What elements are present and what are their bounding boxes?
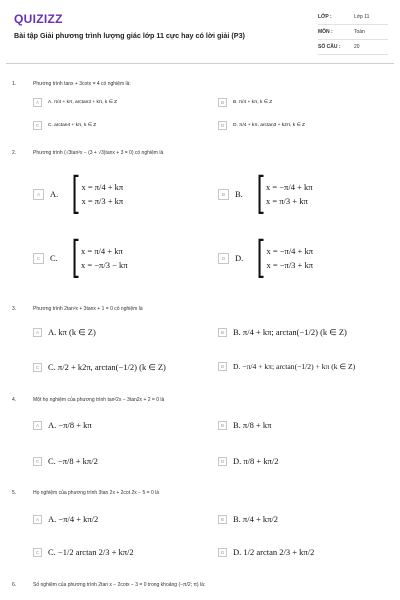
equation-line: x = π/4 + kπ bbox=[80, 246, 123, 256]
answer-option[interactable] bbox=[218, 232, 314, 283]
option-checkbox[interactable]: D bbox=[218, 362, 227, 371]
answer-option[interactable] bbox=[218, 456, 279, 466]
answer-option[interactable] bbox=[218, 362, 355, 371]
equation-line: x = −π/4 + kπ bbox=[266, 246, 314, 256]
meta-value: Lớp 11 bbox=[354, 14, 370, 20]
question-text: Phương trình tanx + 3cotx = 4 có nghiệm là: bbox=[33, 81, 131, 87]
option-checkbox[interactable]: C bbox=[33, 457, 42, 466]
option-checkbox[interactable]: A bbox=[33, 421, 42, 430]
option-checkbox[interactable]: D bbox=[218, 253, 229, 264]
question-number: 5. bbox=[12, 490, 17, 496]
answer-option[interactable] bbox=[218, 514, 278, 524]
option-text: C. −π/8 + kπ/2 bbox=[48, 456, 98, 466]
equation-line: x = π/3 + kπ bbox=[81, 196, 124, 206]
meta-row-count bbox=[318, 40, 388, 55]
brace-icon: [ bbox=[256, 168, 265, 219]
answer-option[interactable] bbox=[33, 98, 117, 107]
option-checkbox[interactable]: C bbox=[33, 253, 44, 264]
brace-icon: [ bbox=[71, 232, 80, 283]
question-number: 3. bbox=[12, 306, 17, 312]
option-checkbox[interactable]: D bbox=[218, 121, 227, 130]
answer-option[interactable] bbox=[33, 327, 96, 338]
equation-system bbox=[248, 168, 313, 219]
answer-option[interactable] bbox=[33, 232, 128, 283]
meta-value: Toán bbox=[354, 29, 365, 35]
option-text: C. π/2 + k2π, arctan(−1/2) (k ∈ Z) bbox=[48, 362, 166, 372]
option-checkbox[interactable]: B bbox=[218, 515, 227, 524]
option-checkbox[interactable]: A bbox=[33, 189, 44, 200]
option-text: B. π/4 + kπ; arctan(−1/2) (k ∈ Z) bbox=[233, 327, 347, 337]
meta-key: SỐ CÂU : bbox=[318, 44, 341, 50]
question-text: Phương trình 2tan²x + 3tanx + 1 = 0 có nghiệm là bbox=[33, 306, 143, 312]
question-number: 1. bbox=[12, 81, 17, 87]
option-checkbox[interactable]: B bbox=[218, 421, 227, 430]
question-number: 2. bbox=[12, 150, 17, 156]
option-text: D. π/4 + kπ, arctan3 + k2π, k ∈ Z bbox=[233, 123, 305, 128]
quizizz-logo: QUIZIZZ bbox=[14, 12, 63, 26]
answer-option[interactable] bbox=[33, 420, 92, 430]
option-checkbox[interactable]: C bbox=[33, 548, 42, 557]
meta-key: MÔN : bbox=[318, 29, 333, 35]
answer-option[interactable] bbox=[218, 168, 313, 219]
equation-line: x = −π/4 + kπ bbox=[265, 182, 313, 192]
equation-line: x = −π/3 + kπ bbox=[266, 260, 314, 270]
brace-icon: [ bbox=[71, 168, 81, 219]
answer-option[interactable] bbox=[33, 456, 98, 466]
option-text: A. π/4 + kπ, arctan3 + kπ, k ∈ Z bbox=[48, 100, 118, 105]
meta-value: 20 bbox=[354, 44, 360, 50]
answer-option[interactable] bbox=[218, 98, 272, 107]
equation-system bbox=[63, 168, 124, 219]
question-number: 4. bbox=[12, 397, 17, 403]
answer-option[interactable] bbox=[218, 420, 271, 430]
option-checkbox[interactable]: B bbox=[218, 328, 227, 337]
answer-option[interactable] bbox=[33, 547, 134, 557]
question-number: 6. bbox=[12, 582, 17, 588]
option-checkbox[interactable]: A bbox=[33, 515, 42, 524]
answer-option[interactable] bbox=[33, 121, 96, 130]
option-text: A. −π/4 + kπ/2 bbox=[48, 514, 99, 524]
header-divider bbox=[6, 63, 394, 64]
option-text: D. 1/2 arctan 2/3 + kπ/2 bbox=[233, 547, 315, 557]
option-checkbox[interactable]: A bbox=[33, 98, 42, 107]
meta-key: LỚP : bbox=[318, 14, 332, 20]
option-letter: A. bbox=[50, 189, 59, 199]
option-checkbox[interactable]: B bbox=[218, 189, 229, 200]
option-checkbox[interactable]: D bbox=[218, 457, 227, 466]
option-text: D. π/8 + kπ/2 bbox=[233, 456, 279, 466]
option-text: D. −π/4 + kπ; arctan(−1/2) + kπ (k ∈ Z) bbox=[233, 362, 356, 371]
equation-system bbox=[63, 232, 128, 283]
option-text: C. −1/2 arctan 2/3 + kπ/2 bbox=[48, 547, 134, 557]
option-checkbox[interactable]: D bbox=[218, 548, 227, 557]
equation-line: x = π/3 + kπ bbox=[265, 196, 308, 206]
answer-option[interactable] bbox=[33, 362, 166, 373]
option-text: C. arctan4 + kπ, k ∈ Z bbox=[48, 123, 97, 128]
meta-row-class bbox=[318, 10, 388, 25]
question-text: Một họ nghiệm của phương trình tan²2x − 3tan2x + 2 = 0 là bbox=[33, 397, 165, 403]
option-letter: B. bbox=[235, 189, 243, 199]
option-letter: D. bbox=[235, 253, 244, 263]
answer-option[interactable] bbox=[218, 547, 314, 557]
option-text: A. −π/8 + kπ bbox=[48, 420, 92, 430]
answer-option[interactable] bbox=[33, 168, 124, 219]
answer-option[interactable] bbox=[33, 514, 98, 524]
option-text: B. π/8 + kπ bbox=[233, 420, 272, 430]
meta-table bbox=[318, 10, 388, 55]
answer-option[interactable] bbox=[218, 327, 347, 338]
option-text: A. kπ (k ∈ Z) bbox=[48, 327, 96, 337]
question-text: Họ nghiệm của phương trình 3tan 2x + 2cot 2x − 5 = 0 là bbox=[33, 490, 160, 496]
question-text: Phương trình (√3tan²x − (3 + √3)tanx + 3 = 0) có nghiệm là bbox=[33, 150, 164, 156]
option-text: B. π/4 + kπ, k ∈ Z bbox=[233, 100, 273, 105]
option-text: B. π/4 + kπ/2 bbox=[233, 514, 279, 524]
equation-line: x = −π/3 − kπ bbox=[80, 260, 128, 270]
option-checkbox[interactable]: C bbox=[33, 363, 42, 372]
option-checkbox[interactable]: B bbox=[218, 98, 227, 107]
brace-icon: [ bbox=[256, 232, 266, 283]
question-text: Số nghiệm của phương trình 2tan x − 2cotx − 3 = 0 trong khoảng (−π/2; π) là: bbox=[33, 582, 206, 588]
page-title: Bài tập Giải phương trình lượng giác lớp 11 cực hay có lời giải (P3) bbox=[14, 31, 245, 40]
option-checkbox[interactable]: C bbox=[33, 121, 42, 130]
option-checkbox[interactable]: A bbox=[33, 328, 42, 337]
equation-line: x = π/4 + kπ bbox=[81, 182, 124, 192]
equation-system bbox=[248, 232, 314, 283]
option-letter: C. bbox=[50, 253, 58, 263]
answer-option[interactable] bbox=[218, 121, 305, 130]
meta-row-subject bbox=[318, 25, 388, 40]
